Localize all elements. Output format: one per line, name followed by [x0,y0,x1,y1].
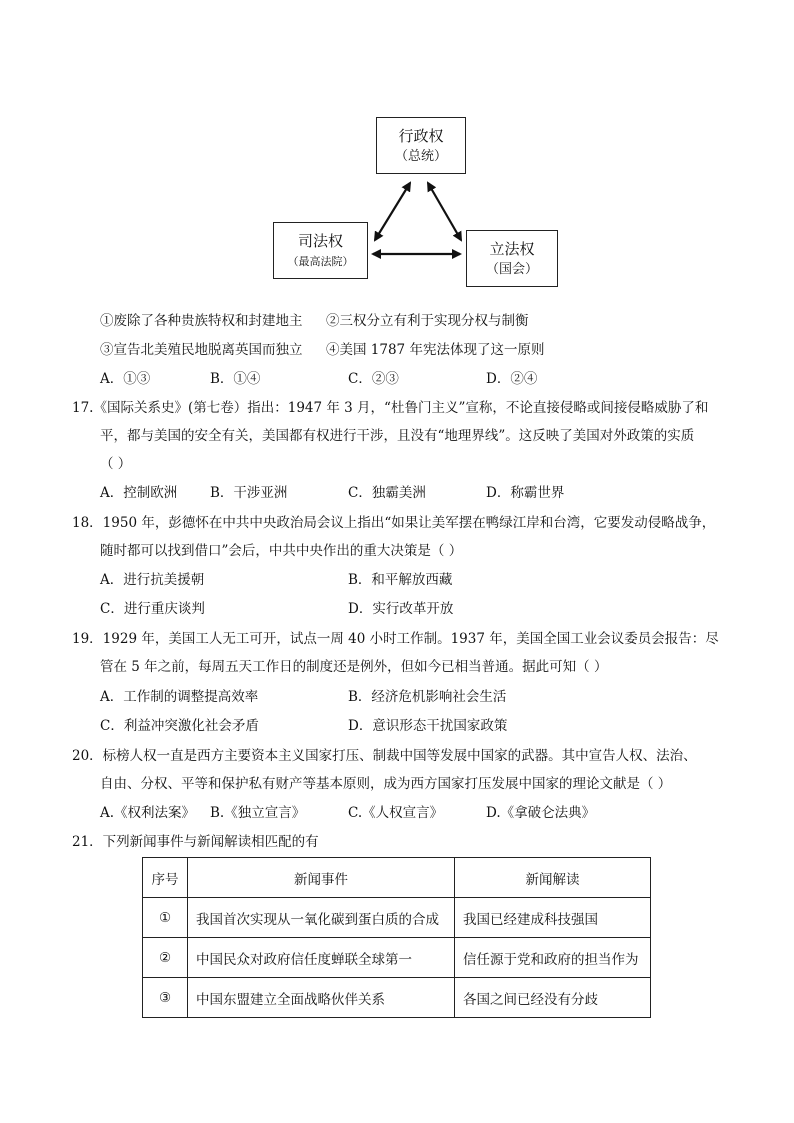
q20-option-d[interactable]: D.《拿破仑法典》 [486,805,596,821]
row-event: 中国东盟建立全面战略伙伴关系 [188,978,455,1018]
q18-stem-line-1: 18．1950 年，彭德怀在中共中央政治局会议上指出“如果让美军摆在鸭绿江岸和台湾，它要发动侵略战争， [72,515,716,531]
row-event: 中国民众对政府信任度蝉联全球第一 [188,938,455,978]
executive-power-sub: （总统） [394,148,447,164]
q20-option-c[interactable]: C.《人权宣言》 [348,805,444,821]
q18-option-a[interactable]: A．进行抗美援朝 [100,572,205,588]
q17-option-c[interactable]: C．独霸美洲 [348,485,426,501]
q16-statement-2: ②三权分立有利于实现分权与制衡 [326,313,529,329]
q16-statement-3: ③宣告北美殖民地脱离英国而独立 [100,342,303,358]
q19-stem-line-2: 管在 5 年之前，每周五天工作日的制度还是例外，但如今已相当普通。据此可知（ ） [100,659,608,675]
q16-option-c[interactable]: C．②③ [348,371,399,387]
table-row [143,978,651,1018]
q18-option-b[interactable]: B．和平解放西藏 [348,572,453,588]
q16-option-b[interactable]: B．①④ [210,371,261,387]
q17-option-a[interactable]: A．控制欧洲 [100,485,178,501]
row-index: ③ [143,978,188,1018]
q20-option-b[interactable]: B.《独立宣言》 [210,805,306,821]
q17-stem-line-1: 17.《国际关系史》(第七卷）指出：1947 年 3 月，“杜鲁门主义”宣称，不论直接侵略或间接侵略威胁了和 [72,400,709,416]
q18-stem-line-2: 随时都可以找到借口”会后，中共中央作出的重大决策是（ ） [100,543,463,559]
diagram-arrows [0,0,794,320]
q17-option-b[interactable]: B．干涉亚洲 [210,485,288,501]
q17-stem-line-3: （ ） [100,456,132,472]
news-table-header [143,858,651,898]
table-row [143,898,651,938]
q19-stem-line-1: 19．1929 年，美国工人无工可开，试点一周 40 小时工作制。1937 年，美国全国工业会议委员会报告：尽 [72,631,719,647]
row-interpretation: 各国之间已经没有分歧 [455,978,651,1018]
header-news-interpretation: 新闻解读 [455,858,651,898]
q17-option-d[interactable]: D．称霸世界 [486,485,565,501]
arrow-executive-legislative [428,183,461,240]
news-table [142,857,651,1018]
executive-power-title: 行政权 [398,126,444,145]
q20-stem-line-2: 自由、分权、平等和保护私有财产等基本原则，成为西方国家打压发展中国家的理论文献是（ ） [100,776,672,792]
q19-option-c[interactable]: C．利益冲突激化社会矛盾 [100,718,259,734]
judicial-power-sub: （最高法院） [287,254,354,268]
q18-option-d[interactable]: D．实行改革开放 [348,601,454,617]
q16-option-d[interactable]: D．②④ [486,371,538,387]
row-index: ① [143,898,188,938]
row-interpretation: 信任源于党和政府的担当作为 [455,938,651,978]
legislative-power-title: 立法权 [489,239,535,258]
table-row [143,938,651,978]
header-news-event: 新闻事件 [188,858,455,898]
row-index: ② [143,938,188,978]
legislative-power-sub: （国会） [485,261,538,277]
row-interpretation: 我国已经建成科技强国 [455,898,651,938]
q19-option-b[interactable]: B．经济危机影响社会生活 [348,689,507,705]
q20-stem-line-1: 20．标榜人权一直是西方主要资本主义国家打压、制裁中国等发展中国家的武器。其中宣告人权、法治、 [72,748,697,764]
q16-option-a[interactable]: A．①③ [100,371,151,387]
q18-option-c[interactable]: C．进行重庆谈判 [100,601,205,617]
q19-option-a[interactable]: A．工作制的调整提高效率 [100,689,259,705]
q21-stem: 21．下列新闻事件与新闻解读相匹配的有 [72,834,319,850]
arrow-judicial-executive [375,183,410,240]
judicial-power-title: 司法权 [297,231,343,250]
q17-stem-line-2: 平，都与美国的安全有关，美国都有权进行干涉，且没有“地理界线”。这反映了美国对外政策的实质 [100,428,695,444]
row-event: 我国首次实现从一氧化碳到蛋白质的合成 [188,898,455,938]
header-index: 序号 [143,858,188,898]
q16-statement-1: ①废除了各种贵族特权和封建地主 [100,313,303,329]
q19-option-d[interactable]: D．意识形态干扰国家政策 [348,718,508,734]
q16-statement-4: ④美国 1787 年宪法体现了这一原则 [326,342,545,358]
q20-option-a[interactable]: A.《权利法案》 [100,805,196,821]
